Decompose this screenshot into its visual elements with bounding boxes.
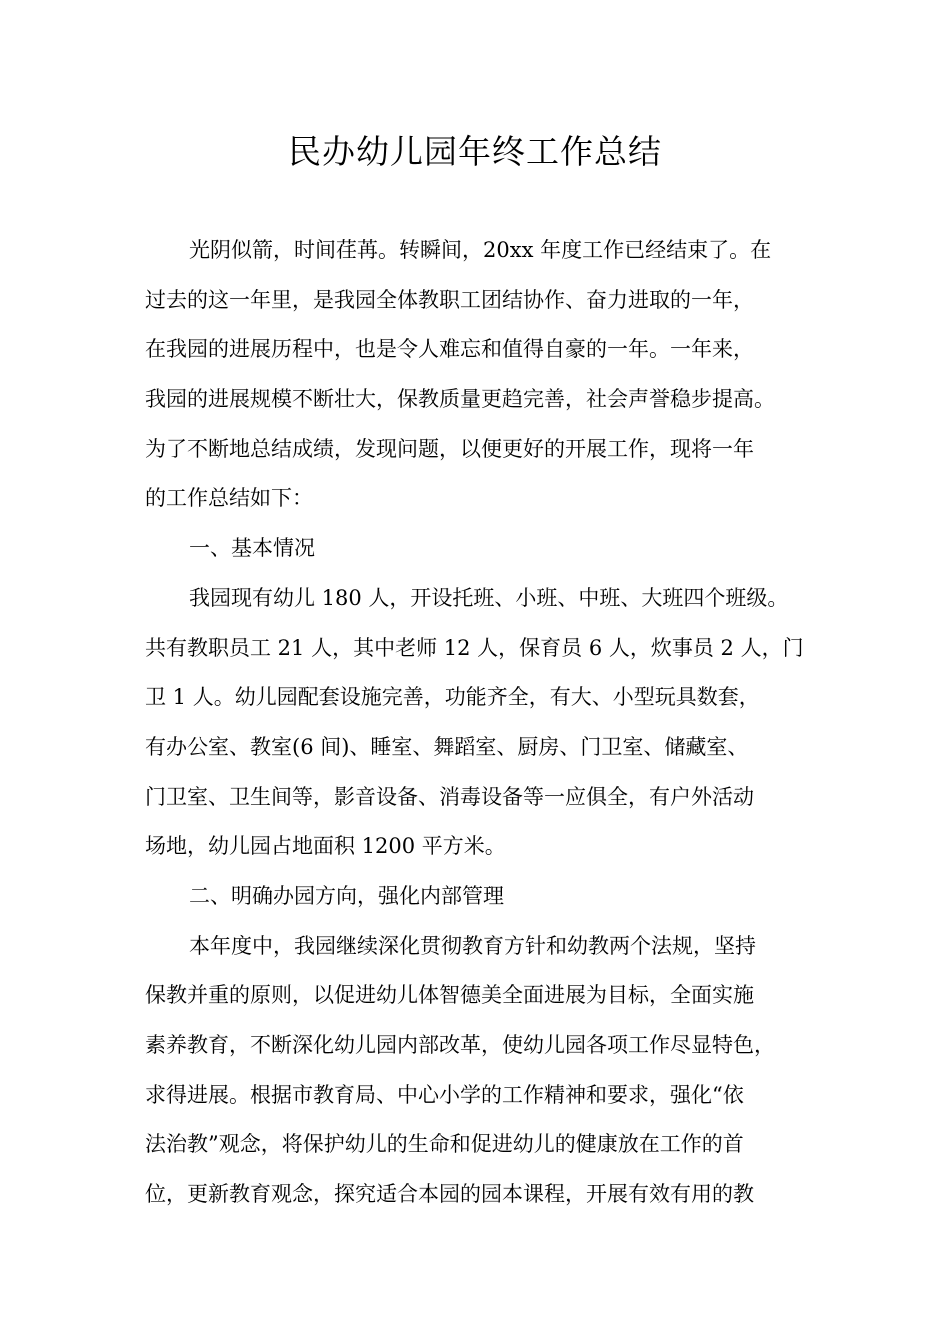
paragraph-line: 场地，幼儿园占地面积 1200 平方米。 xyxy=(145,834,506,859)
paragraph-line: 光阴似箭，时间荏苒。转瞬间，20xx 年度工作已经结束了。在 xyxy=(189,238,772,262)
section-heading: 一、基本情况 xyxy=(189,536,315,561)
paragraph-line: 过去的这一年里，是我园全体教职工团结协作、奋力进取的一年， xyxy=(145,287,754,312)
paragraph-line: 共有教职员工 21 人，其中老师 12 人，保育员 6 人，炊事员 2 人，门 xyxy=(145,635,804,660)
document-title: 民办幼儿园年终工作总结 xyxy=(288,132,662,171)
paragraph-line: 本年度中，我园继续深化贯彻教育方针和幼教两个法规，坚持 xyxy=(189,933,756,958)
section-heading: 二、明确办园方向，强化内部管理 xyxy=(189,883,504,908)
paragraph-line: 素养教育，不断深化幼儿园内部改革，使幼儿园各项工作尽显特色， xyxy=(145,1033,775,1057)
paragraph-line: 在我园的进展历程中，也是令人难忘和值得自豪的一年。一年来， xyxy=(145,337,754,362)
paragraph-line: 卫 1 人。幼儿园配套设施完善，功能齐全，有大、小型玩具数套， xyxy=(145,685,760,710)
paragraph-line: 有办公室、教室(6 间)、睡室、舞蹈室、厨房、门卫室、储藏室、 xyxy=(145,734,749,759)
paragraph-line: 法治教”观念，将保护幼儿的生命和促进幼儿的健康放在工作的首 xyxy=(145,1132,744,1157)
paragraph-line: 保教并重的原则，以促进幼儿体智德美全面进展为目标，全面实施 xyxy=(145,983,754,1008)
paragraph-line: 为了不断地总结成绩，发现问题，以便更好的开展工作，现将一年 xyxy=(145,436,754,461)
paragraph-line: 门卫室、卫生间等，影音设备、消毒设备等一应俱全，有户外活动 xyxy=(145,784,754,809)
paragraph-line: 的工作总结如下： xyxy=(145,486,313,511)
paragraph-line: 求得进展。根据市教育局、中心小学的工作精神和要求，强化“依 xyxy=(145,1082,744,1107)
document-body xyxy=(145,226,815,1220)
paragraph-line: 我园的进展规模不断壮大，保教质量更趋完善，社会声誉稳步提高。 xyxy=(145,387,775,412)
paragraph-line: 我园现有幼儿 180 人，开设托班、小班、中班、大班四个班级。 xyxy=(189,585,789,610)
paragraph-line: 位，更新教育观念，探究适合本园的园本课程，开展有效有用的教 xyxy=(145,1182,754,1207)
